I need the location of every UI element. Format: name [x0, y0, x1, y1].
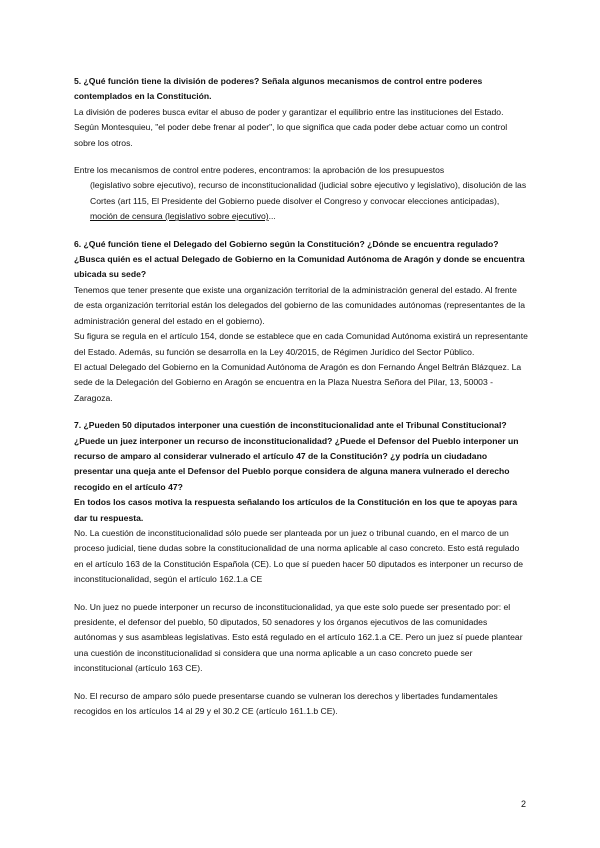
spacer — [74, 677, 528, 689]
q6-title: 6. ¿Qué función tiene el Delegado del Gobierno según la Constitución? ¿Dónde se encuentra regulado? ¿Busca quién es el actual Delegado de Gobierno en la Comunidad Autónoma de Aragón y donde se encuentra ubicada su sede? — [74, 238, 525, 280]
q5-paragraph-2-lead: Entre los mecanismos de control entre poderes, encontramos: la aprobación de los presupuestos — [74, 165, 445, 176]
q7-answer-1: No. La cuestión de inconstitucionalidad sólo puede ser planteada por un juez o tribunal cuando, en el marco de un proceso judicial, tiene dudas sobre la constitucionalidad de una norma aplicable al caso concreto. Esto está regulado en el artículo 163 de la Constitución Española (CE). Lo que sí pueden hacer 50 diputados es interponer un recurso de inconstitucionalidad, según el artículo 162.1.a CE — [74, 527, 524, 585]
q7-answer-3: No. El recurso de amparo sólo puede presentarse cuando se vulneran los derechos y libertades fundamentales recogidos en los artículos 14 al 29 y el 30.2 CE (artículo 161.1.b CE). — [74, 690, 498, 717]
q6-paragraph-2: Su figura se regula en el artículo 154, donde se establece que en cada Comunidad Autónoma existirá un representante del Estado. Además, su función se desarrolla en la Ley 40/2015, de Régimen Jurídico del Sector Público. — [74, 331, 528, 357]
spacer — [74, 225, 528, 237]
q5-paragraph-1: La división de poderes busca evitar el abuso de poder y garantizar el equilibrio entre las instituciones del Estado. Según Montesquieu, "el poder debe frenar al poder", lo que significa que cada poder debe actuar como un control sobre los otros. — [74, 106, 508, 148]
spacer — [74, 588, 528, 600]
spacer — [74, 406, 528, 418]
q5-paragraph-2-body — [74, 178, 528, 224]
q5-underlined-text: moción de censura (legislativo sobre ejecutivo) — [90, 211, 269, 222]
q7-instruction: En todos los casos motiva la respuesta señalando los artículos de la Constitución en los que te apoyas para dar tu respuesta. — [74, 497, 518, 523]
q6-paragraph-1: Tenemos que tener presente que existe una organización territorial de la administración general del estado. Al frente de esta organización territorial están los delegados del gobierno de las comunidades autónomas (representantes de la administración general del estado en el gobierno). — [74, 284, 525, 326]
q5-paragraph-2-rest: (legislativo sobre ejecutivo), recurso de inconstitucionalidad (judicial sobre ejecutivo y legislativo), disolución de las Cortes (art 115, El Presidente del Gobierno puede disolver el Congreso y convocar elecciones anticipadas), — [90, 180, 527, 206]
page-number: 2 — [520, 799, 526, 809]
q7-answer-2: No. Un juez no puede interponer un recurso de inconstitucionalidad, ya que este solo puede ser presentado por: el presidente, el defensor del pueblo, 50 diputados, 50 senadores y los órganos ejecutivos de las comunidades autónomas y sus asambleas legislativas. Esto está regulado en el artículo 162.1.a CE. Pero un juez sí puede plantear una cuestión de inconstitucionalidad si considera que una norma aplicable a un caso concreto puede ser inconstitucional (artículo 163 CE). — [74, 601, 523, 674]
spacer — [74, 151, 528, 163]
page-content — [74, 74, 528, 719]
q5-ellipsis: ... — [268, 211, 276, 222]
q6-paragraph-3: El actual Delegado del Gobierno en la Comunidad Autónoma de Aragón es don Fernando Ángel Beltrán Blázquez. La sede de la Delegación del Gobierno en Aragón se encuentra en la Plaza Nuestra Señora del Pilar, 13, 50003 - Zaragoza. — [74, 361, 522, 403]
q7-title: 7. ¿Pueden 50 diputados interponer una cuestión de inconstitucionalidad ante el Tribunal Constitucional? ¿Puede un juez interponer un recurso de inconstitucionalidad? ¿Puede el Defensor del Pueblo interponer un recurso de amparo al considerar vulnerado el artículo 47 de la Constitución? ¿y podría un ciudadano presentar una queja ante el Defensor del Pueblo porque considera de alguna manera vulnerado el derecho recogido en el artículo 47? — [74, 420, 519, 492]
q5-title: 5. ¿Qué función tiene la división de poderes? Señala algunos mecanismos de control entre poderes contemplados en la Constitución. — [74, 76, 483, 102]
